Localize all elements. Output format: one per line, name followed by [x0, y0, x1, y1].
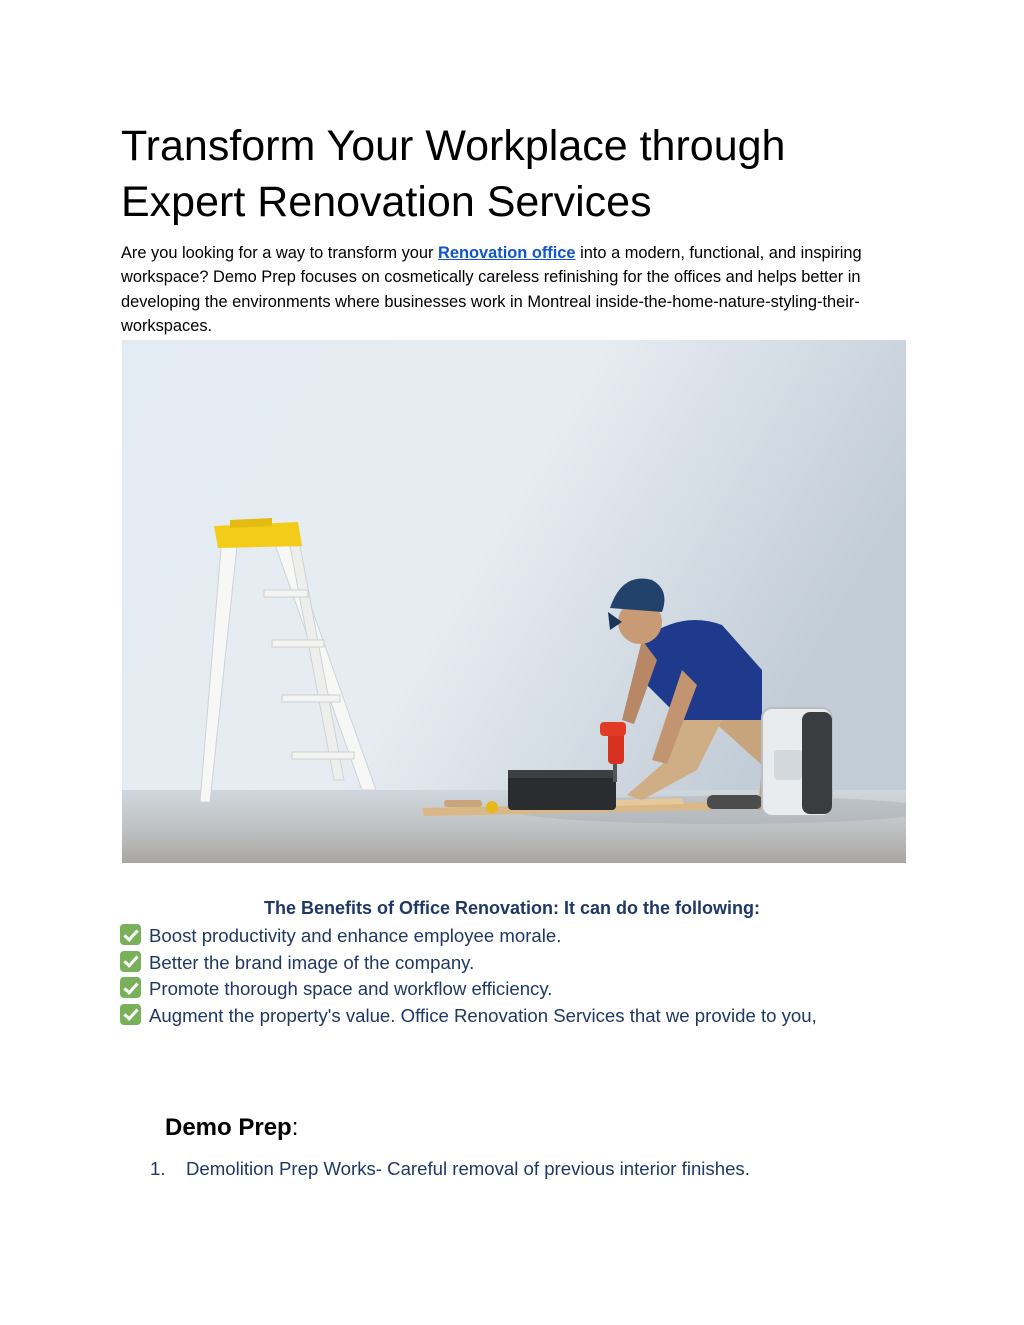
tool-case-illustration — [762, 708, 832, 816]
demo-prep-heading — [165, 1112, 298, 1144]
list-item — [150, 1156, 750, 1182]
demo-prep-steps-list — [150, 1156, 750, 1182]
benefit-text: Boost productivity and enhance employee morale. — [149, 925, 562, 946]
benefit-text: Promote thorough space and workflow efficiency. — [149, 978, 553, 999]
demo-prep-heading-text: Demo Prep — [165, 1114, 292, 1141]
list-item — [120, 1003, 940, 1030]
demo-prep-heading-colon: : — [291, 1114, 299, 1141]
list-item — [120, 950, 940, 977]
check-mark-icon — [120, 1004, 141, 1025]
benefits-list — [120, 923, 940, 1029]
intro-text-before-link: Are you looking for a way to transform your — [121, 244, 439, 262]
page-title: Transform Your Workplace through Expert Renovation Services — [121, 122, 786, 226]
intro-paragraph — [121, 241, 921, 338]
hero-image-worker-with-ladder — [122, 340, 906, 863]
check-mark-icon — [120, 951, 141, 972]
step-number: 1. — [150, 1158, 166, 1179]
intro-text-after-link: into a modern, functional, and inspiring workspace? Demo Prep focuses on cosmetically careless refinishing for the offices and helps better in developing the environments where businesses work in Montreal inside-the-home-nature-styling-their-workspaces. — [121, 244, 862, 335]
check-mark-icon — [120, 977, 141, 998]
benefits-heading: The Benefits of Office Renovation: It can do the following: — [263, 898, 760, 918]
list-item — [120, 976, 940, 1003]
benefit-text: Augment the property's value. Office Renovation Services that we provide to you, — [149, 1004, 817, 1026]
list-item — [120, 923, 940, 950]
benefit-text: Better the brand image of the company. — [149, 951, 475, 973]
step-text: Demolition Prep Works- Careful removal of previous interior finishes. — [186, 1158, 750, 1179]
renovation-office-link[interactable]: Renovation office — [438, 244, 576, 262]
check-mark-icon — [120, 924, 141, 945]
